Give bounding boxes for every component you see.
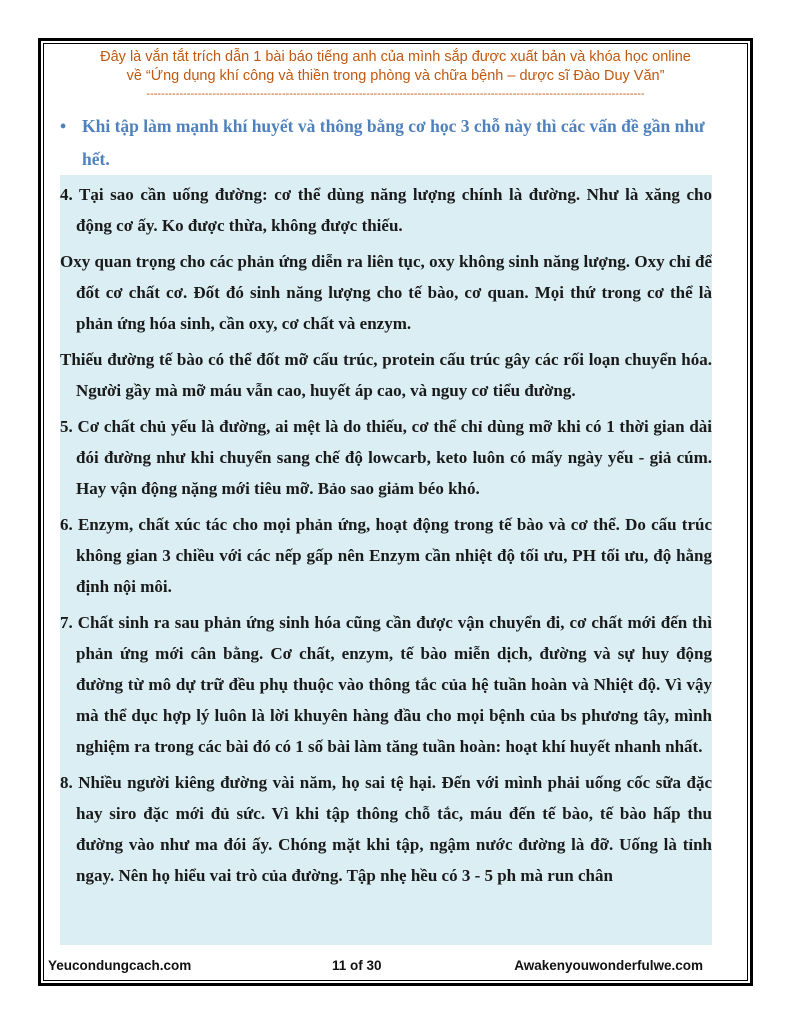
paragraph-5: 5. Cơ chất chủ yếu là đường, ai mệt là do thiếu, cơ thể chỉ dùng mỡ khi có 1 thời gian dài đói đường như khi chuyển sang chế độ lowcarb, keto luôn có mấy ngày yếu - giả cúm. Hay vận động nặng mới tiêu mỡ. Bảo sao giảm béo khó. bbox=[60, 417, 712, 498]
bullet-item bbox=[58, 110, 718, 176]
paragraph-6: 6. Enzym, chất xúc tác cho mọi phản ứng, hoạt động trong tế bào và cơ thể. Do cấu trúc không gian 3 chiều với các nếp gấp nên Enzym cần nhiệt độ tối ưu, PH tối ưu, độ hằng định nội môi. bbox=[60, 515, 712, 596]
footer-right-site: Awakenyouwonderfulwe.com bbox=[514, 958, 703, 973]
page-number: 11 of 30 bbox=[332, 958, 382, 973]
footer-left-site: Yeucondungcach.com bbox=[48, 958, 192, 973]
bullet-icon: • bbox=[60, 116, 67, 136]
header-separator: ---------------------------------------------------------------------------------------------------------------------------------------- bbox=[146, 88, 645, 100]
paragraph-4: 4. Tại sao cần uống đường: cơ thể dùng năng lượng chính là đường. Như là xăng cho động cơ ấy. Ko được thừa, không được thiếu. bbox=[60, 185, 712, 235]
highlighted-content bbox=[60, 175, 712, 945]
paragraph-oxy: Oxy quan trọng cho các phản ứng diễn ra liên tục, oxy không sinh năng lượng. Oxy chỉ để đốt cơ chất cơ. Đốt đó sinh năng lượng cho tế bào, cơ quan. Mọi thứ trong cơ thể là phản ứng hóa sinh, cần oxy, cơ chất và enzym. bbox=[60, 252, 712, 333]
page-header bbox=[60, 48, 731, 100]
paragraph-7: 7. Chất sinh ra sau phản ứng sinh hóa cũng cần được vận chuyển đi, cơ chất mới đến thì phản ứng mới cân bằng. Cơ chất, enzym, tế bào miễn dịch, đường và sự huy động đường từ mô dự trữ đều phụ thuộc vào thông tắc của hệ tuần hoàn và Nhiệt độ. Vì vậy mà thể dục hợp lý luôn là lời khuyên hàng đầu cho mọi bệnh của bs phương tây, mình nghiệm ra trong các bài đó có 1 số bài làm tăng tuần hoàn: hoạt khí huyết nhanh nhất. bbox=[60, 613, 712, 756]
bullet-text: Khi tập làm mạnh khí huyết và thông bằng cơ học 3 chỗ này thì các vấn đề gần như hết. bbox=[82, 116, 705, 169]
paragraph-8: 8. Nhiều người kiêng đường vài năm, họ sai tệ hại. Đến với mình phải uống cốc sữa đặc hay siro đặc mới đủ sức. Vì khi tập thông chỗ tắc, máu đến tế bào, tế bào hấp thu đường vào như ma đói ấy. Chóng mặt khi tập, ngậm nước đường là đỡ. Uống là tỉnh ngay. Nên họ hiểu vai trò của đường. Tập nhẹ hều có 3 - 5 ph mà run chân bbox=[60, 773, 712, 885]
header-line-2: về “Ứng dụng khí công và thiền trong phòng và chữa bệnh – dược sĩ Đào Duy Văn” bbox=[126, 68, 665, 84]
paragraph-thieu-duong: Thiếu đường tế bào có thể đốt mỡ cấu trúc, protein cấu trúc gây các rối loạn chuyển hóa. Người gầy mà mỡ máu vẫn cao, huyết áp cao, và nguy cơ tiểu đường. bbox=[60, 350, 712, 400]
page-footer bbox=[48, 958, 743, 980]
header-line-1: Đây là vắn tắt trích dẫn 1 bài báo tiếng anh của mình sắp được xuất bản và khóa học online bbox=[100, 49, 691, 65]
